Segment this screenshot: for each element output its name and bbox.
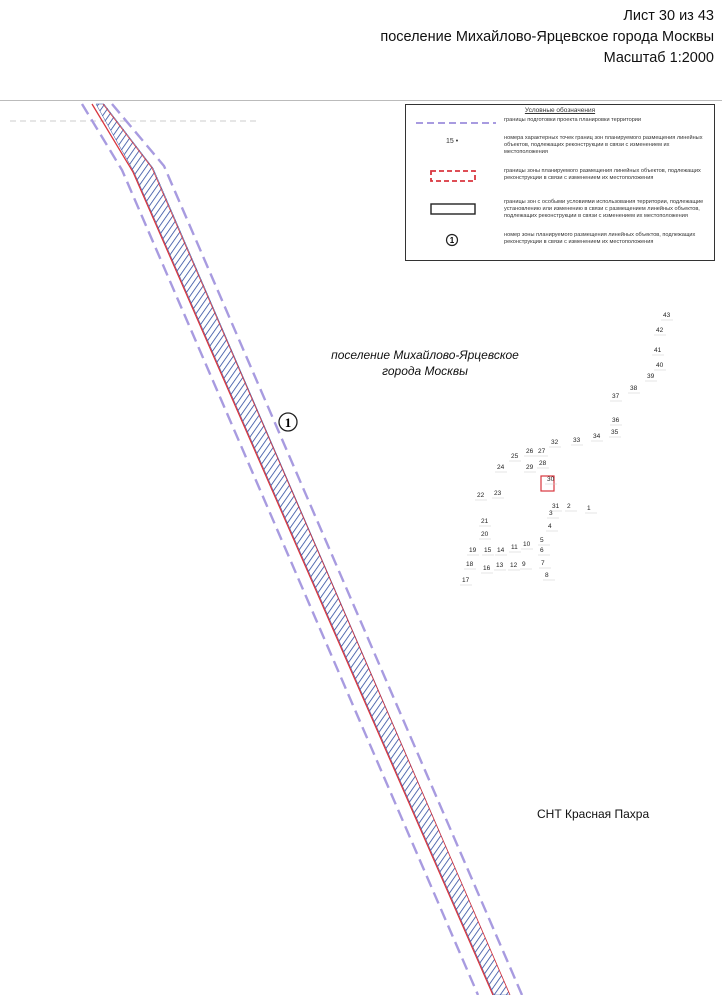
- snt-label: СНТ Красная Пахра: [537, 807, 650, 821]
- point-label-30: 30: [547, 476, 555, 483]
- point-label-14: 14: [497, 547, 505, 554]
- settlement-label-line-2: города Москвы: [382, 364, 468, 378]
- scale-label: Масштаб 1:2000: [603, 50, 714, 66]
- point-label-38: 38: [630, 385, 638, 392]
- point-label-25: 25: [511, 453, 519, 460]
- point-label-7: 7: [541, 560, 545, 567]
- point-label-9: 9: [522, 561, 526, 568]
- legend-item-1: границы подготовки проекта планировки территории: [504, 117, 642, 123]
- legend-title: Условные обозначения: [524, 107, 596, 114]
- legend-item-4: границы зон с особыми условиями использования территории, подлежащие установлению или изменению в связи с размещением линейных объектов, подлежащих реконструкции в связи с изменением их местоположения: [504, 199, 704, 219]
- point-label-23: 23: [494, 490, 502, 497]
- point-label-42: 42: [656, 327, 664, 334]
- point-label-26: 26: [526, 448, 534, 455]
- point-label-18: 18: [466, 561, 474, 568]
- point-label-11: 11: [511, 544, 518, 551]
- point-label-13: 13: [496, 562, 504, 569]
- legend-box: [405, 104, 715, 261]
- legend-item-2: номера характерных точек границ зон планируемого размещения линейных объектов, подлежащих реконструкции в связи с изменением их местоположения: [504, 135, 703, 155]
- point-label-33: 33: [573, 437, 581, 444]
- point-label-32: 32: [551, 439, 559, 446]
- point-label-5: 5: [540, 537, 544, 544]
- legend-item-3: границы зоны планируемого размещения линейных объектов, подлежащих реконструкции в связи с изменением их местоположения: [504, 168, 701, 181]
- legend-item-5: номер зоны планируемого размещения линейных объектов, подлежащих реконструкции в связи с изменением их местоположения: [504, 232, 696, 245]
- point-label-8: 8: [545, 572, 549, 579]
- point-label-22: 22: [477, 492, 485, 499]
- point-label-29: 29: [526, 464, 534, 471]
- point-label-1: 1: [587, 505, 591, 512]
- point-label-24: 24: [497, 464, 505, 471]
- point-label-16: 16: [483, 565, 491, 572]
- point-label-39: 39: [647, 373, 655, 380]
- point-label-35: 35: [611, 429, 619, 436]
- circled-number-icon: [445, 233, 459, 247]
- point-label-34: 34: [593, 433, 601, 440]
- settlement-title: поселение Михайлово-Ярцевское города Москвы: [380, 29, 714, 45]
- point-label-12: 12: [510, 562, 518, 569]
- point-label-2: 2: [567, 503, 571, 510]
- circled-number-text: 1: [449, 236, 455, 245]
- point-marker-icon: 15 •: [446, 138, 459, 145]
- point-label-19: 19: [469, 547, 477, 554]
- zone-number: 1: [284, 415, 292, 430]
- point-label-20: 20: [481, 531, 489, 538]
- point-label-10: 10: [523, 541, 531, 548]
- sheet-number: Лист 30 из 43: [623, 8, 714, 24]
- point-label-21: 21: [481, 518, 489, 525]
- point-label-37: 37: [612, 393, 620, 400]
- point-label-28: 28: [539, 460, 547, 467]
- point-label-6: 6: [540, 547, 544, 554]
- settlement-map-label: [325, 347, 525, 379]
- point-label-3: 3: [549, 510, 553, 517]
- point-label-36: 36: [612, 417, 620, 424]
- point-label-15: 15: [484, 547, 492, 554]
- dashed-line-icon: [416, 119, 496, 127]
- settlement-label-line-1: поселение Михайлово-Ярцевское: [331, 348, 519, 362]
- hatched-rect-icon: [430, 203, 476, 215]
- red-dashed-rect-icon: [430, 170, 476, 182]
- point-label-40: 40: [656, 362, 664, 369]
- point-label-31: 31: [552, 503, 560, 510]
- point-label-17: 17: [462, 577, 470, 584]
- point-label-41: 41: [654, 347, 662, 354]
- point-label-43: 43: [663, 312, 671, 319]
- point-label-27: 27: [538, 448, 546, 455]
- point-marker-label: 15: [446, 138, 454, 145]
- point-label-4: 4: [548, 523, 552, 530]
